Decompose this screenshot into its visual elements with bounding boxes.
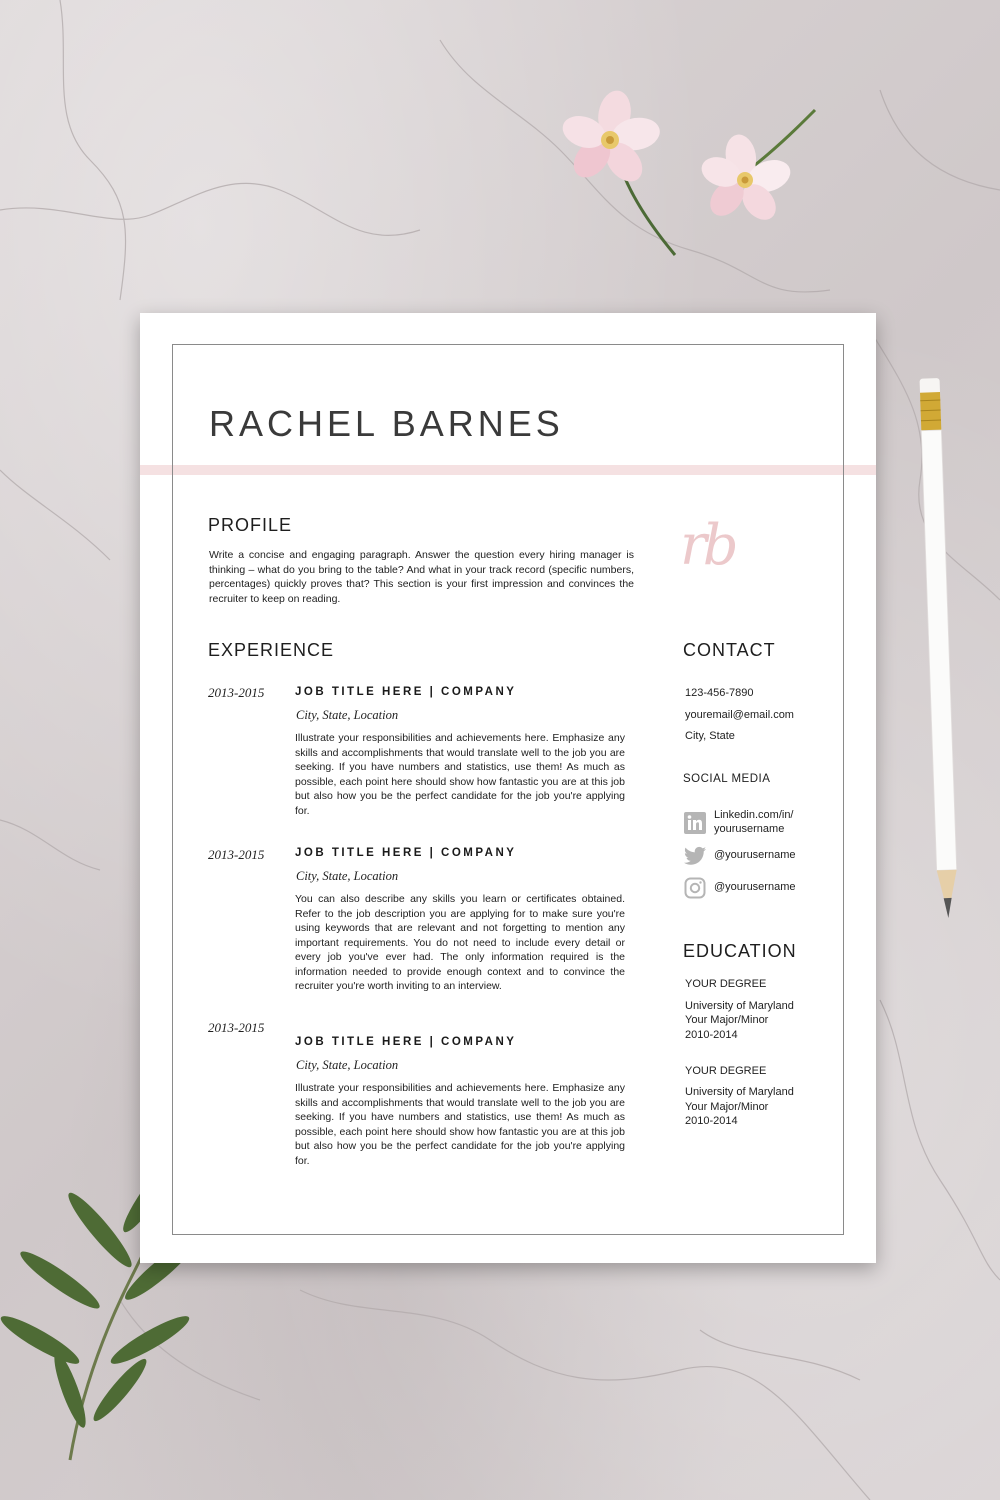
job-title: JOB TITLE HERE | COMPANY [295, 1036, 517, 1048]
monogram-logo: rb [680, 513, 735, 578]
education-degree: YOUR DEGREE [685, 978, 767, 990]
job-dates: 2013-2015 [208, 685, 265, 700]
education-school: University of Maryland [685, 1000, 794, 1012]
job-location: City, State, Location [296, 869, 399, 883]
linkedin-url: Linkedin.com/in/ [714, 809, 794, 821]
contact-phone: 123-456-7890 [685, 687, 754, 699]
education-major: Your Major/Minor [685, 1014, 769, 1026]
pencil-decoration [915, 370, 975, 940]
education-major: Your Major/Minor [685, 1101, 769, 1113]
twitter-handle: @yourusername [714, 849, 796, 862]
education-degree: YOUR DEGREE [685, 1065, 767, 1077]
job-dates: 2013-2015 [208, 1020, 265, 1035]
resume-page [140, 313, 876, 1263]
contact-heading: CONTACT [683, 640, 776, 660]
profile-text: Write a concise and engaging paragraph. Answer the question every hiring manager is thinking – what do you bring to the table? And what in your track record (specific numbers, percentages) quickly proves that? This section is your first impression and convinces the recruiter to keep on reading. [209, 549, 634, 605]
education-heading: EDUCATION [683, 941, 797, 961]
linkedin-icon [684, 812, 706, 834]
job-dates: 2013-2015 [208, 847, 265, 862]
contact-location: City, State [685, 730, 735, 742]
twitter-row [684, 845, 795, 867]
profile-heading: PROFILE [208, 515, 293, 535]
job-location: City, State, Location [296, 708, 399, 722]
resume-name: RACHEL BARNES [209, 403, 564, 444]
instagram-icon [684, 877, 706, 899]
instagram-row [684, 877, 795, 899]
job-description: Illustrate your responsibilities and achievements here. Emphasize any skills and accomplishments that would translate well to the job you are seeking. If you have numbers and statistics, use them! As much as possible, each point here should show how fantastic you are at this job but also how you be the perfect candidate for the job you're applying for. [295, 1082, 625, 1167]
linkedin-row [684, 809, 794, 836]
job-title: JOB TITLE HERE | COMPANY [295, 686, 517, 698]
job-description: You can also describe any skills you learn or certificates obtained. Refer to the job description you are applying for to make sure you're using keywords that are relevant and not forgetting to mention any important requirements. You do not need to include every detail or every job you've ever had. The only information required is the information needed to provide enough context and to convince the recruiter you're worth inviting to an interview. [295, 893, 625, 992]
social-media-heading: SOCIAL MEDIA [683, 773, 771, 785]
job-title: JOB TITLE HERE | COMPANY [295, 847, 517, 859]
contact-email: youremail@email.com [685, 709, 794, 721]
flowers-decoration [530, 85, 830, 260]
education-years: 2010-2014 [685, 1029, 738, 1041]
education-school: University of Maryland [685, 1086, 794, 1098]
job-location: City, State, Location [296, 1058, 399, 1072]
twitter-icon [684, 845, 706, 867]
instagram-handle: @yourusername [714, 881, 796, 894]
education-years: 2010-2014 [685, 1115, 738, 1127]
experience-heading: EXPERIENCE [208, 640, 335, 660]
job-description: Illustrate your responsibilities and achievements here. Emphasize any skills and accomplishments that would translate well to the job you are seeking. If you have numbers and statistics, use them! As much as possible, each point here should show how fantastic you are at this job but also how you be the perfect candidate for the job you're applying for. [295, 732, 625, 817]
linkedin-username: yourusername [714, 822, 785, 835]
